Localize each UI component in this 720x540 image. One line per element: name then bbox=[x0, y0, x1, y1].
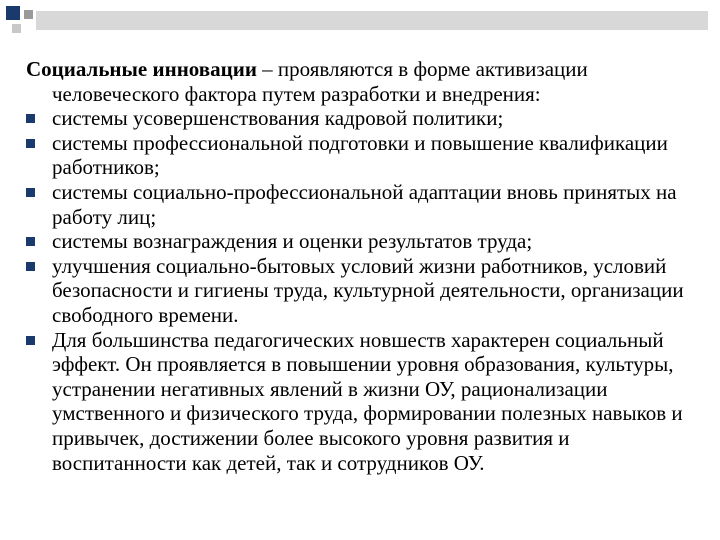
square-bullet-icon bbox=[26, 188, 35, 197]
list-item bbox=[26, 229, 698, 254]
square-bullet-icon bbox=[26, 139, 35, 148]
list-item-text: улучшения социально-бытовых условий жизни работников, условий безопасности и гигиены труда, культурной деятельности, организации свободного времени. bbox=[52, 253, 684, 327]
slide-body bbox=[26, 57, 698, 475]
list-item-text: системы усовершенствования кадровой политики; bbox=[52, 106, 504, 131]
decor-square-light bbox=[12, 24, 21, 33]
header-bar bbox=[36, 11, 708, 30]
intro-paragraph bbox=[26, 57, 698, 106]
list-item-text: системы профессиональной подготовки и повышение квалификации работников; bbox=[52, 130, 668, 180]
decor-square-dark bbox=[6, 6, 20, 20]
square-bullet-icon bbox=[26, 336, 35, 345]
list-item-text: системы социально-профессиональной адаптации вновь принятых на работу лиц; bbox=[52, 179, 677, 229]
list-item bbox=[26, 328, 698, 476]
decor-square-gray bbox=[24, 10, 33, 19]
list-item-text: Для большинства педагогических новшеств характерен социальный эффект. Он проявляется в повышении уровня образования, культуры, устранении негативных явлений в жизни ОУ, рационализации умственного и физического труда, формировании полезных навыков и привычек, достижении более высокого уровня развития и воспитанности как детей, так и сотрудников ОУ. bbox=[52, 327, 683, 475]
intro-text: – проявляются в форме активизации человеческого фактора путем разработки и внедрения: bbox=[52, 57, 588, 106]
square-bullet-icon bbox=[26, 237, 35, 246]
intro-heading: Социальные инновации bbox=[26, 57, 257, 81]
list-item bbox=[26, 180, 698, 229]
square-bullet-icon bbox=[26, 262, 35, 271]
list-item-text: системы вознаграждения и оценки результатов труда; bbox=[52, 229, 533, 254]
list-item bbox=[26, 254, 698, 328]
square-bullet-icon bbox=[26, 114, 35, 123]
bullet-list bbox=[26, 106, 698, 475]
list-item bbox=[26, 131, 698, 180]
list-item bbox=[26, 106, 698, 131]
